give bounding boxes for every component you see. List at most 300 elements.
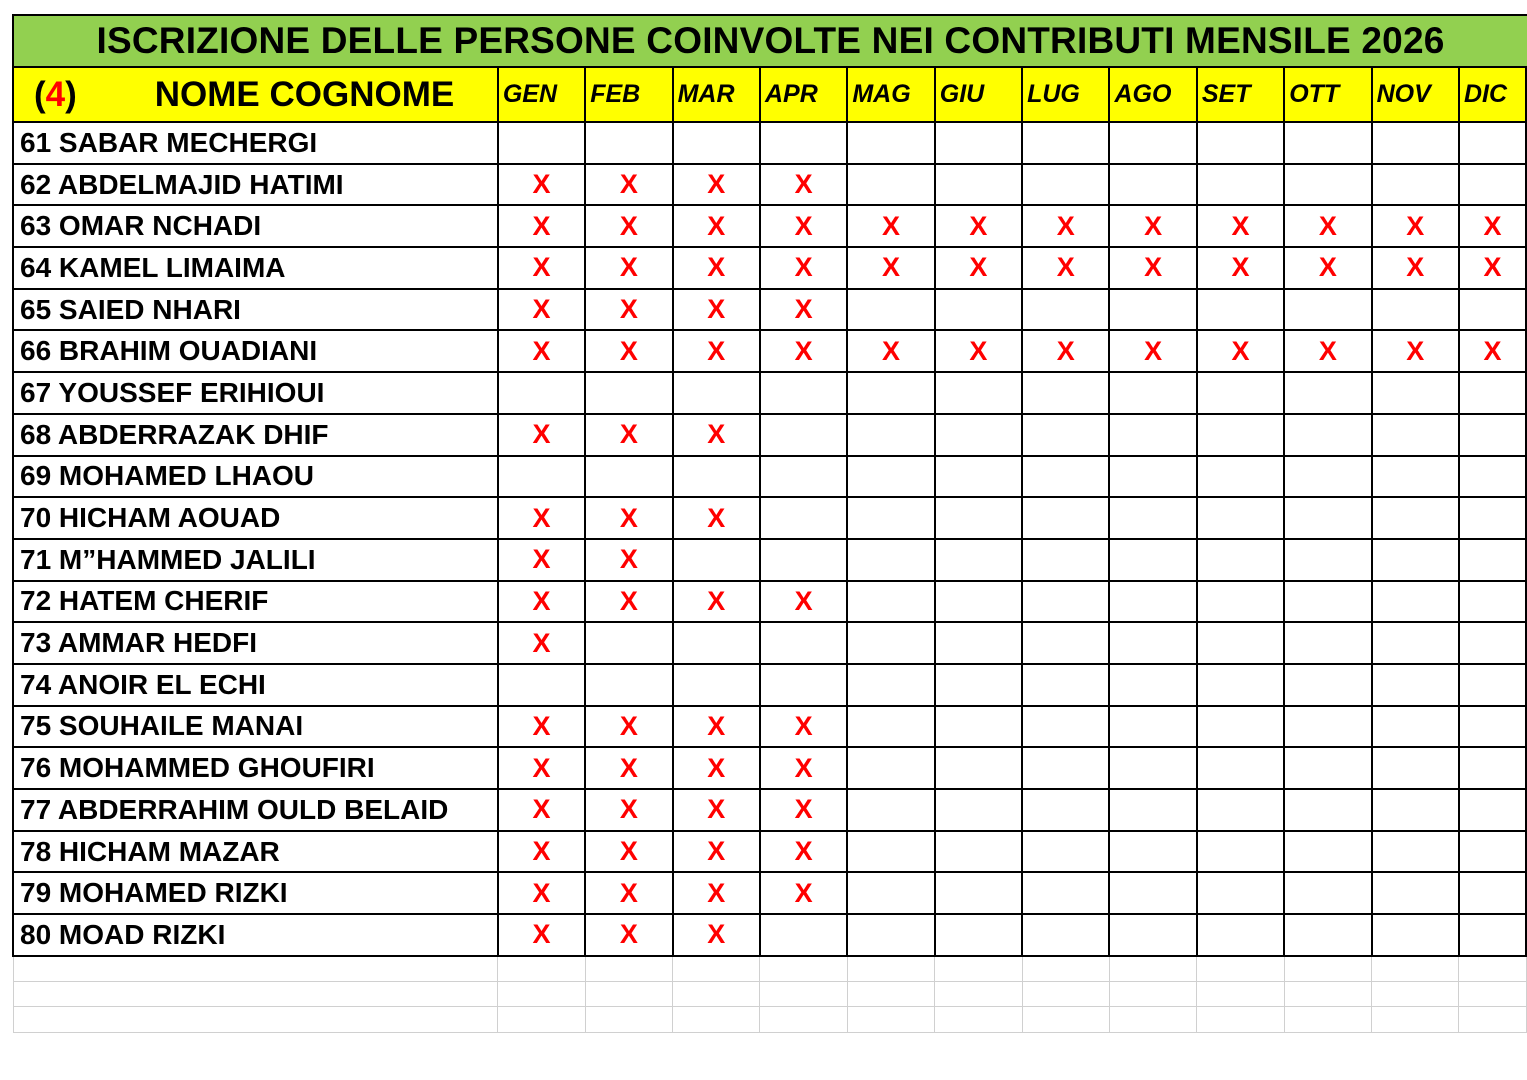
month-cell-ott[interactable]: X — [1284, 330, 1371, 372]
empty-cell[interactable] — [585, 956, 672, 982]
month-cell-gen[interactable]: X — [498, 414, 585, 456]
month-cell-feb[interactable]: X — [585, 205, 672, 247]
month-cell-ago[interactable]: X — [1109, 205, 1196, 247]
month-cell-set[interactable]: X — [1197, 247, 1284, 289]
month-cell-set[interactable] — [1197, 414, 1284, 456]
month-cell-gen[interactable] — [498, 456, 585, 498]
month-cell-ott[interactable] — [1284, 497, 1371, 539]
month-cell-gen[interactable]: X — [498, 164, 585, 206]
month-cell-apr[interactable] — [760, 914, 847, 956]
month-cell-gen[interactable]: X — [498, 330, 585, 372]
person-name-cell[interactable]: 67 YOUSSEF ERIHIOUI — [13, 372, 498, 414]
month-cell-dic[interactable] — [1459, 456, 1526, 498]
month-cell-set[interactable] — [1197, 872, 1284, 914]
month-cell-set[interactable] — [1197, 122, 1284, 164]
empty-cell[interactable] — [1022, 956, 1109, 982]
month-cell-gen[interactable]: X — [498, 497, 585, 539]
month-cell-ago[interactable] — [1109, 622, 1196, 664]
empty-cell[interactable] — [1459, 1007, 1526, 1033]
month-cell-mar[interactable]: X — [673, 164, 760, 206]
person-name-cell[interactable]: 76 MOHAMMED GHOUFIRI — [13, 747, 498, 789]
month-cell-giu[interactable] — [935, 664, 1022, 706]
month-cell-dic[interactable] — [1459, 789, 1526, 831]
month-cell-gen[interactable]: X — [498, 622, 585, 664]
month-cell-feb[interactable] — [585, 622, 672, 664]
month-cell-ago[interactable] — [1109, 497, 1196, 539]
month-cell-dic[interactable] — [1459, 831, 1526, 873]
month-cell-giu[interactable] — [935, 706, 1022, 748]
empty-cell[interactable] — [498, 981, 585, 1007]
month-cell-mag[interactable] — [847, 914, 934, 956]
month-cell-gen[interactable] — [498, 372, 585, 414]
empty-cell[interactable] — [1022, 1007, 1109, 1033]
month-cell-gen[interactable] — [498, 122, 585, 164]
month-cell-giu[interactable] — [935, 872, 1022, 914]
month-cell-set[interactable] — [1197, 289, 1284, 331]
month-cell-nov[interactable] — [1372, 122, 1459, 164]
empty-cell[interactable] — [1109, 981, 1196, 1007]
month-cell-feb[interactable]: X — [585, 247, 672, 289]
month-cell-apr[interactable]: X — [760, 789, 847, 831]
month-cell-set[interactable] — [1197, 497, 1284, 539]
month-cell-mar[interactable] — [673, 539, 760, 581]
empty-cell[interactable] — [760, 1007, 847, 1033]
month-cell-mar[interactable]: X — [673, 330, 760, 372]
empty-cell[interactable] — [1197, 1007, 1284, 1033]
month-cell-set[interactable] — [1197, 706, 1284, 748]
month-cell-giu[interactable] — [935, 914, 1022, 956]
month-cell-dic[interactable] — [1459, 622, 1526, 664]
month-cell-ago[interactable]: X — [1109, 247, 1196, 289]
person-name-cell[interactable]: 69 MOHAMED LHAOU — [13, 456, 498, 498]
month-cell-mag[interactable] — [847, 164, 934, 206]
month-cell-apr[interactable] — [760, 622, 847, 664]
empty-cell[interactable] — [1372, 981, 1459, 1007]
month-cell-ott[interactable] — [1284, 664, 1371, 706]
table-row — [13, 456, 1526, 498]
person-name-cell[interactable]: 64 KAMEL LIMAIMA — [13, 247, 498, 289]
month-cell-set[interactable]: X — [1197, 330, 1284, 372]
month-cell-ott[interactable] — [1284, 539, 1371, 581]
month-cell-set[interactable] — [1197, 789, 1284, 831]
month-cell-gen[interactable]: X — [498, 747, 585, 789]
month-cell-mag[interactable] — [847, 456, 934, 498]
month-cell-apr[interactable]: X — [760, 747, 847, 789]
month-cell-apr[interactable] — [760, 414, 847, 456]
month-cell-lug[interactable]: X — [1022, 205, 1109, 247]
month-cell-apr[interactable] — [760, 497, 847, 539]
empty-cell[interactable] — [585, 1007, 672, 1033]
month-cell-feb[interactable] — [585, 372, 672, 414]
month-cell-apr[interactable]: X — [760, 706, 847, 748]
month-cell-ott[interactable] — [1284, 122, 1371, 164]
month-cell-gen[interactable]: X — [498, 247, 585, 289]
empty-cell[interactable] — [935, 1007, 1022, 1033]
month-cell-dic[interactable]: X — [1459, 247, 1526, 289]
month-cell-mag[interactable] — [847, 664, 934, 706]
month-cell-nov[interactable] — [1372, 914, 1459, 956]
month-cell-nov[interactable] — [1372, 414, 1459, 456]
month-cell-apr[interactable]: X — [760, 872, 847, 914]
month-cell-mar[interactable]: X — [673, 205, 760, 247]
month-cell-apr[interactable]: X — [760, 205, 847, 247]
person-name-cell[interactable]: 70 HICHAM AOUAD — [13, 497, 498, 539]
month-cell-nov[interactable] — [1372, 706, 1459, 748]
empty-cell[interactable] — [1109, 1007, 1196, 1033]
person-name-cell[interactable]: 62 ABDELMAJID HATIMI — [13, 164, 498, 206]
month-cell-lug[interactable]: X — [1022, 330, 1109, 372]
month-cell-nov[interactable] — [1372, 872, 1459, 914]
month-cell-giu[interactable] — [935, 789, 1022, 831]
month-cell-dic[interactable] — [1459, 414, 1526, 456]
month-cell-gen[interactable]: X — [498, 789, 585, 831]
person-name-cell[interactable]: 74 ANOIR EL ECHI — [13, 664, 498, 706]
month-cell-mag[interactable] — [847, 372, 934, 414]
month-cell-feb[interactable] — [585, 456, 672, 498]
empty-cell[interactable] — [673, 1007, 760, 1033]
month-cell-ago[interactable] — [1109, 747, 1196, 789]
month-cell-lug[interactable] — [1022, 289, 1109, 331]
month-cell-dic[interactable] — [1459, 289, 1526, 331]
month-cell-feb[interactable]: X — [585, 497, 672, 539]
month-cell-gen[interactable]: X — [498, 914, 585, 956]
empty-cell[interactable] — [13, 1007, 498, 1033]
month-cell-nov[interactable] — [1372, 456, 1459, 498]
month-cell-ago[interactable] — [1109, 789, 1196, 831]
month-cell-set[interactable] — [1197, 914, 1284, 956]
month-cell-apr[interactable] — [760, 539, 847, 581]
month-cell-set[interactable] — [1197, 164, 1284, 206]
month-cell-lug[interactable] — [1022, 872, 1109, 914]
month-cell-dic[interactable] — [1459, 664, 1526, 706]
month-cell-feb[interactable] — [585, 664, 672, 706]
month-cell-giu[interactable] — [935, 372, 1022, 414]
month-cell-mar[interactable]: X — [673, 789, 760, 831]
month-cell-lug[interactable] — [1022, 539, 1109, 581]
month-cell-mar[interactable]: X — [673, 831, 760, 873]
month-cell-ott[interactable] — [1284, 289, 1371, 331]
month-cell-feb[interactable]: X — [585, 872, 672, 914]
month-cell-ago[interactable] — [1109, 164, 1196, 206]
month-cell-feb[interactable] — [585, 122, 672, 164]
person-name-cell[interactable]: 78 HICHAM MAZAR — [13, 831, 498, 873]
month-cell-set[interactable] — [1197, 581, 1284, 623]
month-cell-feb[interactable]: X — [585, 330, 672, 372]
month-cell-ott[interactable] — [1284, 456, 1371, 498]
month-cell-nov[interactable] — [1372, 581, 1459, 623]
month-cell-nov[interactable] — [1372, 164, 1459, 206]
month-cell-ago[interactable] — [1109, 456, 1196, 498]
month-cell-mag[interactable]: X — [847, 205, 934, 247]
month-cell-lug[interactable] — [1022, 914, 1109, 956]
month-cell-feb[interactable]: X — [585, 914, 672, 956]
empty-cell[interactable] — [585, 981, 672, 1007]
month-cell-ott[interactable]: X — [1284, 247, 1371, 289]
month-cell-apr[interactable] — [760, 456, 847, 498]
month-cell-mag[interactable] — [847, 622, 934, 664]
month-cell-giu[interactable] — [935, 539, 1022, 581]
empty-cell[interactable] — [935, 956, 1022, 982]
month-cell-nov[interactable] — [1372, 497, 1459, 539]
empty-cell[interactable] — [935, 981, 1022, 1007]
month-cell-giu[interactable] — [935, 497, 1022, 539]
month-cell-dic[interactable] — [1459, 539, 1526, 581]
month-cell-gen[interactable]: X — [498, 205, 585, 247]
month-cell-nov[interactable] — [1372, 539, 1459, 581]
month-cell-lug[interactable] — [1022, 581, 1109, 623]
month-cell-giu[interactable]: X — [935, 247, 1022, 289]
month-cell-feb[interactable]: X — [585, 539, 672, 581]
month-cell-dic[interactable] — [1459, 372, 1526, 414]
month-cell-mag[interactable] — [847, 706, 934, 748]
month-cell-set[interactable] — [1197, 664, 1284, 706]
person-name-cell[interactable]: 71 M”HAMMED JALILI — [13, 539, 498, 581]
month-cell-giu[interactable] — [935, 581, 1022, 623]
month-cell-set[interactable] — [1197, 831, 1284, 873]
month-cell-mar[interactable]: X — [673, 706, 760, 748]
month-cell-nov[interactable] — [1372, 372, 1459, 414]
month-cell-nov[interactable] — [1372, 831, 1459, 873]
month-cell-dic[interactable] — [1459, 164, 1526, 206]
month-cell-feb[interactable]: X — [585, 581, 672, 623]
month-cell-ago[interactable] — [1109, 706, 1196, 748]
month-cell-gen[interactable]: X — [498, 831, 585, 873]
month-cell-nov[interactable]: X — [1372, 205, 1459, 247]
month-cell-mag[interactable] — [847, 789, 934, 831]
month-cell-giu[interactable] — [935, 622, 1022, 664]
month-cell-nov[interactable] — [1372, 664, 1459, 706]
empty-cell[interactable] — [1459, 981, 1526, 1007]
month-cell-dic[interactable] — [1459, 706, 1526, 748]
month-cell-giu[interactable] — [935, 289, 1022, 331]
month-cell-giu[interactable] — [935, 831, 1022, 873]
month-cell-lug[interactable] — [1022, 372, 1109, 414]
month-cell-apr[interactable]: X — [760, 831, 847, 873]
month-cell-dic[interactable]: X — [1459, 205, 1526, 247]
month-cell-lug[interactable] — [1022, 456, 1109, 498]
month-cell-feb[interactable]: X — [585, 414, 672, 456]
month-cell-set[interactable]: X — [1197, 205, 1284, 247]
month-cell-ago[interactable] — [1109, 372, 1196, 414]
month-cell-gen[interactable]: X — [498, 289, 585, 331]
month-cell-giu[interactable] — [935, 747, 1022, 789]
empty-cell[interactable] — [1284, 1007, 1371, 1033]
month-cell-mar[interactable]: X — [673, 497, 760, 539]
month-cell-feb[interactable]: X — [585, 831, 672, 873]
month-cell-giu[interactable] — [935, 456, 1022, 498]
month-cell-giu[interactable] — [935, 122, 1022, 164]
month-cell-lug[interactable] — [1022, 622, 1109, 664]
month-cell-ott[interactable] — [1284, 747, 1371, 789]
month-cell-mar[interactable] — [673, 664, 760, 706]
person-name-cell[interactable]: 80 MOAD RIZKI — [13, 914, 498, 956]
person-name-cell[interactable]: 68 ABDERRAZAK DHIF — [13, 414, 498, 456]
month-cell-apr[interactable] — [760, 664, 847, 706]
empty-cell[interactable] — [847, 981, 934, 1007]
month-cell-ott[interactable] — [1284, 872, 1371, 914]
month-cell-nov[interactable] — [1372, 289, 1459, 331]
month-cell-lug[interactable] — [1022, 122, 1109, 164]
empty-cell[interactable] — [498, 1007, 585, 1033]
month-cell-giu[interactable] — [935, 164, 1022, 206]
month-cell-mag[interactable] — [847, 872, 934, 914]
month-cell-feb[interactable]: X — [585, 747, 672, 789]
month-cell-mag[interactable] — [847, 497, 934, 539]
month-cell-gen[interactable]: X — [498, 539, 585, 581]
month-cell-ott[interactable] — [1284, 622, 1371, 664]
month-cell-nov[interactable]: X — [1372, 330, 1459, 372]
month-cell-mar[interactable]: X — [673, 914, 760, 956]
month-cell-dic[interactable] — [1459, 122, 1526, 164]
month-cell-set[interactable] — [1197, 456, 1284, 498]
month-cell-apr[interactable]: X — [760, 581, 847, 623]
empty-cell[interactable] — [1197, 981, 1284, 1007]
empty-cell[interactable] — [1197, 956, 1284, 982]
person-name-cell[interactable]: 65 SAIED NHARI — [13, 289, 498, 331]
month-cell-mar[interactable] — [673, 622, 760, 664]
month-cell-ago[interactable] — [1109, 831, 1196, 873]
month-cell-lug[interactable] — [1022, 706, 1109, 748]
month-cell-apr[interactable] — [760, 372, 847, 414]
month-cell-apr[interactable]: X — [760, 330, 847, 372]
month-cell-lug[interactable] — [1022, 789, 1109, 831]
month-cell-mag[interactable]: X — [847, 330, 934, 372]
empty-cell[interactable] — [847, 956, 934, 982]
month-cell-nov[interactable]: X — [1372, 247, 1459, 289]
empty-cell[interactable] — [13, 981, 498, 1007]
month-cell-mar[interactable]: X — [673, 289, 760, 331]
empty-cell[interactable] — [760, 981, 847, 1007]
month-cell-dic[interactable] — [1459, 747, 1526, 789]
person-name-cell[interactable]: 63 OMAR NCHADI — [13, 205, 498, 247]
month-cell-feb[interactable]: X — [585, 164, 672, 206]
month-cell-mar[interactable]: X — [673, 414, 760, 456]
month-cell-apr[interactable]: X — [760, 164, 847, 206]
empty-cell[interactable] — [13, 956, 498, 982]
person-name-cell[interactable]: 75 SOUHAILE MANAI — [13, 706, 498, 748]
month-cell-giu[interactable] — [935, 414, 1022, 456]
person-name-cell[interactable]: 77 ABDERRAHIM OULD BELAID — [13, 789, 498, 831]
month-cell-dic[interactable]: X — [1459, 330, 1526, 372]
month-cell-ott[interactable] — [1284, 706, 1371, 748]
month-cell-mag[interactable] — [847, 414, 934, 456]
person-name-cell[interactable]: 79 MOHAMED RIZKI — [13, 872, 498, 914]
month-cell-ago[interactable]: X — [1109, 330, 1196, 372]
month-cell-mar[interactable]: X — [673, 581, 760, 623]
month-cell-ago[interactable] — [1109, 289, 1196, 331]
month-cell-set[interactable] — [1197, 372, 1284, 414]
empty-cell[interactable] — [1372, 1007, 1459, 1033]
empty-cell[interactable] — [1459, 956, 1526, 982]
month-cell-lug[interactable] — [1022, 497, 1109, 539]
month-cell-feb[interactable]: X — [585, 289, 672, 331]
month-cell-mar[interactable] — [673, 122, 760, 164]
month-cell-lug[interactable] — [1022, 831, 1109, 873]
month-cell-mar[interactable]: X — [673, 247, 760, 289]
empty-cell[interactable] — [673, 956, 760, 982]
month-cell-mag[interactable] — [847, 539, 934, 581]
month-cell-ott[interactable] — [1284, 372, 1371, 414]
month-cell-ott[interactable] — [1284, 914, 1371, 956]
month-cell-lug[interactable]: X — [1022, 247, 1109, 289]
month-cell-mar[interactable]: X — [673, 747, 760, 789]
month-cell-ott[interactable]: X — [1284, 205, 1371, 247]
month-cell-ago[interactable] — [1109, 581, 1196, 623]
month-cell-nov[interactable] — [1372, 622, 1459, 664]
month-cell-dic[interactable] — [1459, 872, 1526, 914]
month-cell-gen[interactable]: X — [498, 581, 585, 623]
person-name-cell[interactable]: 72 HATEM CHERIF — [13, 581, 498, 623]
month-cell-mag[interactable] — [847, 289, 934, 331]
empty-cell[interactable] — [498, 956, 585, 982]
month-cell-ago[interactable] — [1109, 414, 1196, 456]
month-cell-gen[interactable]: X — [498, 872, 585, 914]
month-cell-mar[interactable] — [673, 372, 760, 414]
empty-cell[interactable] — [1109, 956, 1196, 982]
month-cell-mag[interactable] — [847, 831, 934, 873]
month-cell-ago[interactable] — [1109, 664, 1196, 706]
empty-cell[interactable] — [1372, 956, 1459, 982]
month-cell-dic[interactable] — [1459, 497, 1526, 539]
month-cell-lug[interactable] — [1022, 664, 1109, 706]
month-cell-set[interactable] — [1197, 539, 1284, 581]
person-name-cell[interactable]: 61 SABAR MECHERGI — [13, 122, 498, 164]
month-cell-giu[interactable]: X — [935, 330, 1022, 372]
month-cell-lug[interactable] — [1022, 414, 1109, 456]
month-cell-mag[interactable] — [847, 581, 934, 623]
empty-cell[interactable] — [673, 981, 760, 1007]
month-cell-ott[interactable] — [1284, 831, 1371, 873]
month-cell-mar[interactable]: X — [673, 872, 760, 914]
month-cell-gen[interactable]: X — [498, 706, 585, 748]
month-cell-giu[interactable]: X — [935, 205, 1022, 247]
month-cell-nov[interactable] — [1372, 747, 1459, 789]
month-cell-apr[interactable]: X — [760, 247, 847, 289]
month-cell-ott[interactable] — [1284, 414, 1371, 456]
month-cell-ott[interactable] — [1284, 581, 1371, 623]
month-cell-dic[interactable] — [1459, 581, 1526, 623]
month-cell-feb[interactable]: X — [585, 789, 672, 831]
month-cell-apr[interactable]: X — [760, 289, 847, 331]
month-cell-mag[interactable] — [847, 122, 934, 164]
empty-cell[interactable] — [1284, 956, 1371, 982]
month-cell-nov[interactable] — [1372, 789, 1459, 831]
month-cell-ott[interactable] — [1284, 789, 1371, 831]
person-name-cell[interactable]: 66 BRAHIM OUADIANI — [13, 330, 498, 372]
empty-cell[interactable] — [1022, 981, 1109, 1007]
month-cell-set[interactable] — [1197, 622, 1284, 664]
month-cell-ago[interactable] — [1109, 914, 1196, 956]
month-cell-gen[interactable] — [498, 664, 585, 706]
month-cell-lug[interactable] — [1022, 164, 1109, 206]
empty-cell[interactable] — [847, 1007, 934, 1033]
month-cell-dic[interactable] — [1459, 914, 1526, 956]
month-cell-feb[interactable]: X — [585, 706, 672, 748]
month-cell-ago[interactable] — [1109, 539, 1196, 581]
month-cell-ott[interactable] — [1284, 164, 1371, 206]
month-cell-mag[interactable] — [847, 747, 934, 789]
month-cell-ago[interactable] — [1109, 872, 1196, 914]
month-cell-lug[interactable] — [1022, 747, 1109, 789]
month-cell-set[interactable] — [1197, 747, 1284, 789]
month-cell-mag[interactable]: X — [847, 247, 934, 289]
month-cell-apr[interactable] — [760, 122, 847, 164]
month-cell-ago[interactable] — [1109, 122, 1196, 164]
empty-cell[interactable] — [1284, 981, 1371, 1007]
person-name-cell[interactable]: 73 AMMAR HEDFI — [13, 622, 498, 664]
month-cell-mar[interactable] — [673, 456, 760, 498]
empty-cell[interactable] — [760, 956, 847, 982]
